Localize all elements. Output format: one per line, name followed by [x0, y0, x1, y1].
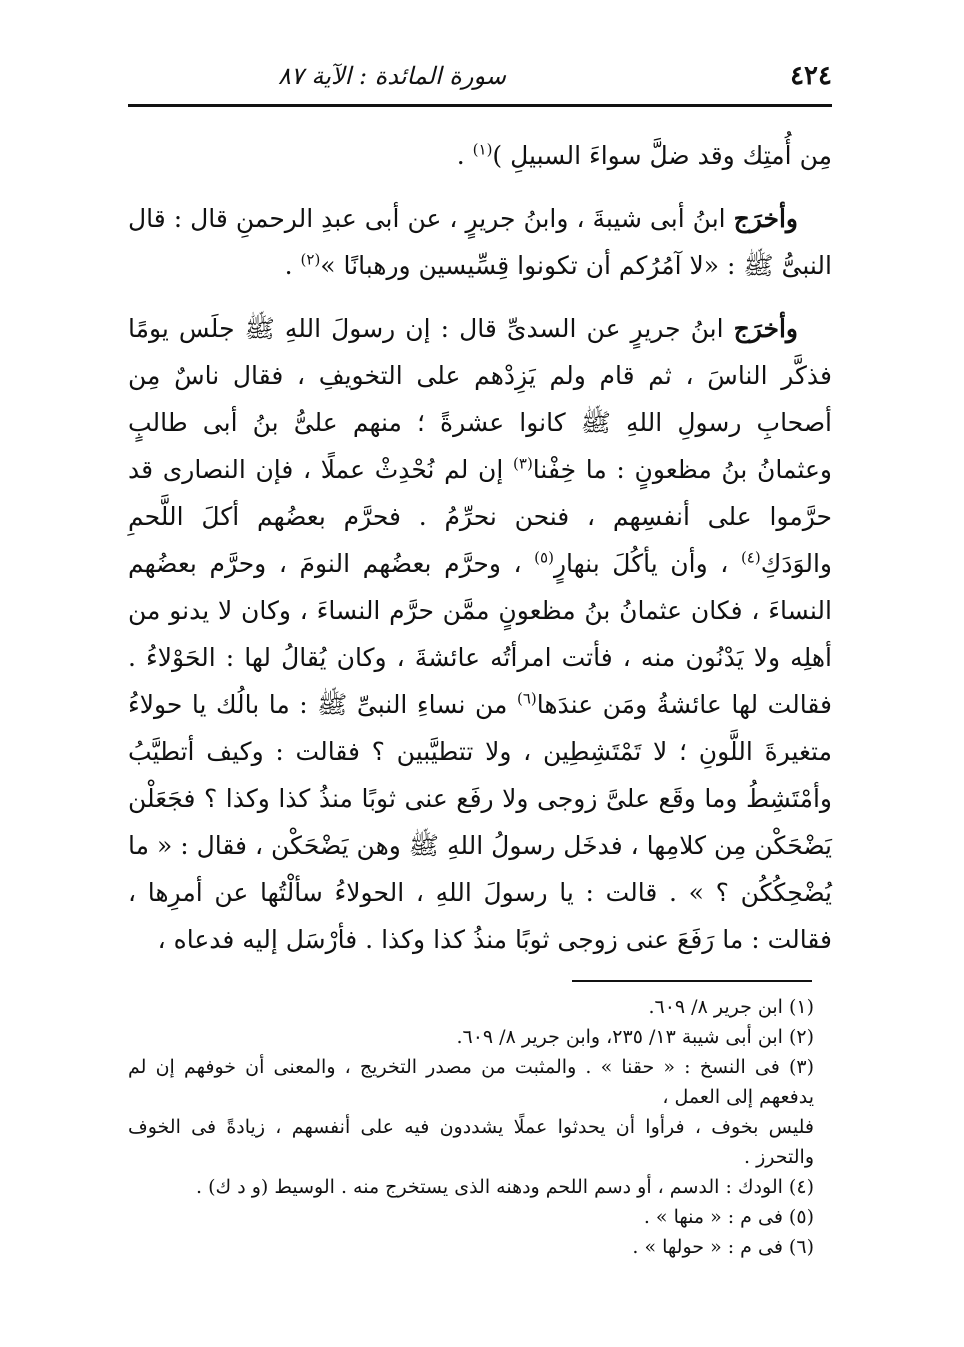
- footnote-marker: (١): [472, 140, 493, 159]
- paragraph-continuation: مِن أُمتِك وقد ضلَّ سواءَ السبيلِ )$^{(١)}$ .: [456, 140, 832, 170]
- footnote-marker: (٣): [513, 454, 533, 473]
- page-header: [128, 56, 832, 96]
- footnote-2: (٢) ابن أبى شيبة ١٣/ ٢٣٥، وابن جرير ٨/ ٦٠٩.: [456, 1026, 814, 1048]
- footnote-3-line-1: (٣) فى النسخ : « حقنا » . والمثبت من مصدر التخريج ، والمعنى أن خوفهم إن لم يدفعهم إلى العمل ،: [128, 1056, 814, 1108]
- header-rule: [128, 104, 832, 107]
- footnote-marker: (٦): [516, 689, 537, 708]
- paragraph-ibn-abi-shayba: وأخرَج ابنُ أبى شيبةَ ، وابنُ جريرٍ ، عن أبى عبدِ الرحمنِ قال : قال النبىُّ ﷺ : «لا آمُرُكم أن تكونوا قِسِّيسين ورهبانًا »$^{(٢)}$ .: [128, 204, 832, 280]
- footnote-separator: [572, 980, 812, 982]
- main-text: [128, 132, 832, 979]
- footnote-6: (٦) فى م : « حولها » .: [632, 1236, 814, 1258]
- paragraph-suddi: وأخرَج ابنُ جريرٍ عن السدىِّ قال : إن رسولَ اللهِ ﷺ جلَس يومًا فذكَّر الناسَ ، ثم قام ولم يَزِدْهم على التخويفِ ، فقال ناسٌ مِن أصحابِ رسولِ اللهِ ﷺ كانوا عشرةً ؛ منهم علىُّ بنُ أبى طالبٍ وعثمانُ بنُ مظعونٍ : ما خِفْنا$^{(٣)}$ إن لم نُحْدِثْ عملًا ، فإن النصارى قد حرَّموا على أنفسِهم ، فنحن نحرِّمُ . فحرَّم بعضُهم أكلَ اللَّحمِ والوَدَكِ$^{(٤)}$ ، وأن يأكُلَ بنهارٍ$^{(٥)}$ ، وحرَّم بعضُهم النومَ ، وحرَّم بعضُهم النساءَ ، فكان عثمانُ بنُ مظعونٍ ممَّن حرَّم النساءَ ، وكان لا يدنو من أهلِه ولا يَدْنُون منه ، فأتت امرأتُه عائشةَ ، وكان يُقالُ لها : الحَوْلاءُ . فقالت لها عائشةُ ومَن عندَها$^{(٦)}$ من نساءِ النبىِّ ﷺ : ما بالُك يا حولاءُ متغيرةَ اللَّونِ ؛ لا تَمْتَشِطِين ، ولا تتطيَّبين ؟ فقالت : وكيف أتطيَّبُ وأمْتَشِطُ وما وقَع علىَّ زوجى ولا رفَع عنى ثوبًا منذُ كذا وكذا ؟ فجَعَلْن يَضْحَكْن مِن كلامِها ، فدخَل رسولُ اللهِ ﷺ وهن يَضْحَكْن ، فقال : « ما يُضْحِكُكُن ؟ » . قالت : يا رسولَ اللهِ ، الحولاءُ سألْتُها عن أمرِها ، فقالت : ما رَفَعَ عنى زوجى ثوبًا منذُ كذا وكذا . فأرْسَل إليه فدعاه ،: [128, 314, 833, 954]
- footnote-3-line-2: فليس بخوف ، فرأوا أن يحدثوا عملًا يشددون فيه على أنفسهم ، زيادةً فى الخوف والتحرز .: [128, 1116, 814, 1168]
- paragraph-opener: وأخرَج: [733, 314, 798, 343]
- paragraph-opener: وأخرَج: [733, 204, 798, 233]
- footnote-1: (١) ابن جرير ٨/ ٦٠٩.: [648, 996, 814, 1018]
- footnote-marker: (٥): [534, 548, 554, 567]
- footnote-marker: (٤): [740, 548, 761, 567]
- footnotes: [128, 992, 814, 1262]
- footnote-5: (٥) فى م : « منها » .: [643, 1206, 814, 1228]
- running-head: سورة المائدة : الآية ٨٧: [278, 62, 506, 90]
- page-number: ٤٢٤: [790, 61, 832, 91]
- footnote-4: (٤) الودك : الدسم ، أو دسم اللحم ودهنه الذى يستخرج منه . الوسيط (و د ك) .: [196, 1176, 814, 1198]
- footnote-marker: (٢): [300, 250, 321, 269]
- footnote-3: [128, 1052, 814, 1172]
